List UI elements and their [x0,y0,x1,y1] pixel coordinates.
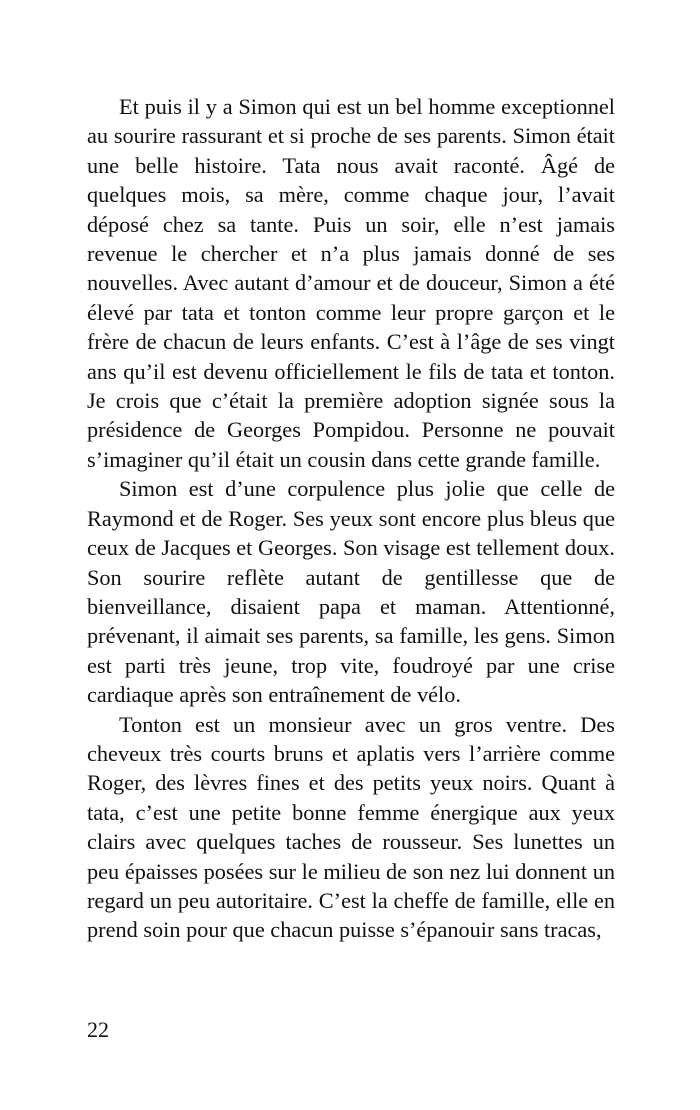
paragraph-tonton-tata: Tonton est un monsieur avec un gros ventre. Des cheveux très courts bruns et aplatis vers l’arrière comme Roger, des lèvres fines et des petits yeux noirs. Quant à tata, c’est une petite bonne femme énergique aux yeux clairs avec quelques taches de rousseur. Ses lunettes un peu épaisses posées sur le milieu de son nez lui donnent un regard un peu autoritaire. C’est la cheffe de famille, elle en prend soin pour que chacun puisse s’épanouir sans tracas, [87,711,615,943]
paragraph-simon-portrait: Simon est d’une corpulence plus jolie que celle de Raymond et de Roger. Ses yeux sont encore plus bleus que ceux de Jacques et Georges. Son visage est tellement doux. Son sourire reflète autant de gentillesse que de bienveillance, disaient papa et maman. Attentionné, prévenant, il aimait ses parents, sa famille, les gens. Simon est parti très jeune, trop vite, foudroyé par une crise cardiaque après son entraînement de vélo. [87,476,615,708]
page-number: 22 [87,1017,109,1042]
paragraph-simon-story: Et puis il y a Simon qui est un bel homme exceptionnel au sourire rassurant et si proche de ses parents. Simon était une belle histoire. Tata nous avait raconté. Âgé de quelques mois, sa mère, comme chaque jour, l’avait déposé chez sa tante. Puis un soir, elle n’est jamais revenue le chercher et n’a plus jamais donné de ses nouvelles. Avec autant d’amour et de douceur, Simon a été élevé par tata et tonton comme leur propre garçon et le frère de chacun de leurs enfants. C’est à l’âge de ses vingt ans qu’il est devenu officiellement le fils de tata et tonton. Je crois que c’était la première adoption signée sous la présidence de Georges Pompidou. Personne ne pouvait s’imaginer qu’il était un cousin dans cette grande famille. [87,94,615,472]
page-body [87,92,615,945]
